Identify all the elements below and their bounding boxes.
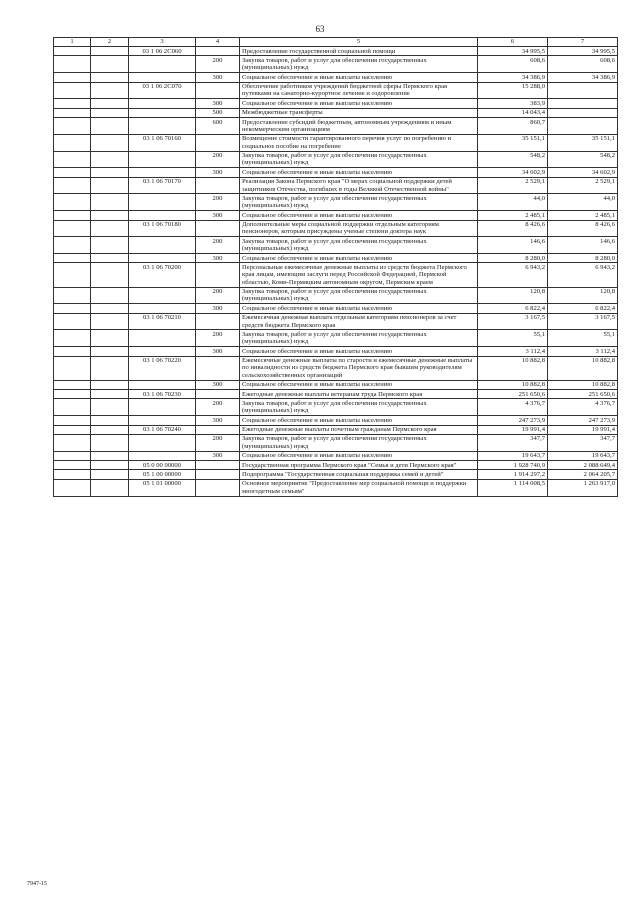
table-row <box>54 47 618 56</box>
column-number: 5 <box>240 38 478 47</box>
cell-amount-col6: 34 386,9 <box>478 73 548 82</box>
table-row <box>54 237 618 254</box>
cell-col1 <box>54 416 91 425</box>
cell-amount-col7: 247 273,9 <box>548 416 618 425</box>
cell-target-code: 03 1 06 2С070 <box>129 82 196 99</box>
cell-col1 <box>54 434 91 451</box>
cell-amount-col7: 120,8 <box>548 287 618 304</box>
cell-amount-col7: 3 167,5 <box>548 313 618 330</box>
cell-col2 <box>91 347 129 356</box>
cell-description: Социальное обеспечение и иные выплаты населению <box>240 416 478 425</box>
cell-target-code <box>129 237 196 254</box>
table-row <box>54 108 618 117</box>
cell-target-code <box>129 330 196 347</box>
cell-target-code <box>129 434 196 451</box>
cell-amount-col6: 347,7 <box>478 434 548 451</box>
table-row <box>54 356 618 380</box>
cell-col1 <box>54 108 91 117</box>
cell-expense-type <box>196 479 240 496</box>
cell-col1 <box>54 73 91 82</box>
cell-amount-col6: 34 995,5 <box>478 47 548 56</box>
cell-expense-type <box>196 177 240 194</box>
table-row <box>54 479 618 496</box>
cell-expense-type: 300 <box>196 168 240 177</box>
cell-col1 <box>54 356 91 380</box>
cell-col1 <box>54 263 91 287</box>
cell-amount-col6: 3 112,4 <box>478 347 548 356</box>
cell-expense-type: 300 <box>196 380 240 389</box>
cell-amount-col7: 34 995,5 <box>548 47 618 56</box>
table-row <box>54 82 618 99</box>
cell-col1 <box>54 287 91 304</box>
cell-col1 <box>54 56 91 73</box>
cell-amount-col6: 44,0 <box>478 194 548 211</box>
cell-col2 <box>91 479 129 496</box>
cell-amount-col6: 19 643,7 <box>478 451 548 460</box>
cell-target-code <box>129 416 196 425</box>
cell-col2 <box>91 194 129 211</box>
cell-amount-col6: 6 943,2 <box>478 263 548 287</box>
cell-amount-col7: 251 650,6 <box>548 390 618 399</box>
cell-amount-col7: 19 643,7 <box>548 451 618 460</box>
cell-amount-col7 <box>548 108 618 117</box>
cell-expense-type: 300 <box>196 99 240 108</box>
cell-target-code: 03 1 06 70200 <box>129 263 196 287</box>
cell-description: Социальное обеспечение и иные выплаты населению <box>240 73 478 82</box>
cell-amount-col6: 146,6 <box>478 237 548 254</box>
cell-col2 <box>91 425 129 434</box>
cell-col1 <box>54 99 91 108</box>
cell-col2 <box>91 390 129 399</box>
cell-description: Предоставление субсидий бюджетным, автономным учреждениям и иным некоммерческим организациям <box>240 118 478 135</box>
column-number-row <box>54 38 618 47</box>
budget-table <box>53 37 618 497</box>
cell-col1 <box>54 461 91 470</box>
cell-expense-type: 200 <box>196 287 240 304</box>
cell-description: Социальное обеспечение и иные выплаты населению <box>240 168 478 177</box>
cell-amount-col7: 2 064 205,7 <box>548 470 618 479</box>
table-row <box>54 220 618 237</box>
cell-description: Персональные ежемесячные денежные выплаты из средств бюджета Пермского края лицам, имеющим заслуги перед Российской Федерацией, Пермской областью, Коми-Пермяцким автономным округом, Пермским краем <box>240 263 478 287</box>
cell-description: Социальное обеспечение и иные выплаты населению <box>240 451 478 460</box>
cell-amount-col7: 608,6 <box>548 56 618 73</box>
column-number: 2 <box>91 38 129 47</box>
table-row <box>54 151 618 168</box>
cell-col2 <box>91 461 129 470</box>
cell-amount-col6: 608,6 <box>478 56 548 73</box>
cell-target-code <box>129 380 196 389</box>
cell-description: Основное мероприятие "Предоставление мер социальной помощи и поддержки многодетным семьям" <box>240 479 478 496</box>
column-number: 7 <box>548 38 618 47</box>
cell-expense-type <box>196 461 240 470</box>
cell-amount-col6: 19 991,4 <box>478 425 548 434</box>
cell-description: Социальное обеспечение и иные выплаты населению <box>240 254 478 263</box>
table-row <box>54 168 618 177</box>
cell-amount-col7: 2 485,1 <box>548 211 618 220</box>
cell-expense-type <box>196 82 240 99</box>
cell-amount-col6: 1 928 740,9 <box>478 461 548 470</box>
cell-description: Закупка товаров, работ и услуг для обеспечения государственных (муниципальных) нужд <box>240 434 478 451</box>
cell-col1 <box>54 451 91 460</box>
table-row <box>54 194 618 211</box>
cell-amount-col7: 4 376,7 <box>548 399 618 416</box>
table-row <box>54 56 618 73</box>
cell-amount-col6: 2 529,1 <box>478 177 548 194</box>
table-row <box>54 263 618 287</box>
cell-col1 <box>54 304 91 313</box>
cell-col2 <box>91 151 129 168</box>
table-row <box>54 313 618 330</box>
column-number: 4 <box>196 38 240 47</box>
cell-col2 <box>91 82 129 99</box>
cell-description: Социальное обеспечение и иные выплаты населению <box>240 304 478 313</box>
cell-amount-col6: 15 288,0 <box>478 82 548 99</box>
table-row <box>54 177 618 194</box>
cell-col2 <box>91 73 129 82</box>
cell-col1 <box>54 399 91 416</box>
cell-target-code: 03 1 06 70240 <box>129 425 196 434</box>
cell-target-code: 03 1 06 70220 <box>129 356 196 380</box>
cell-amount-col7: 548,2 <box>548 151 618 168</box>
cell-expense-type: 200 <box>196 399 240 416</box>
cell-expense-type <box>196 390 240 399</box>
cell-col2 <box>91 56 129 73</box>
table-row <box>54 287 618 304</box>
cell-description: Ежегодные денежные выплаты почетным гражданам Пермского края <box>240 425 478 434</box>
cell-col2 <box>91 470 129 479</box>
cell-description: Закупка товаров, работ и услуг для обеспечения государственных (муниципальных) нужд <box>240 287 478 304</box>
cell-expense-type: 300 <box>196 304 240 313</box>
cell-amount-col6: 10 882,8 <box>478 356 548 380</box>
cell-expense-type: 200 <box>196 56 240 73</box>
cell-description: Социальное обеспечение и иные выплаты населению <box>240 211 478 220</box>
cell-col1 <box>54 118 91 135</box>
cell-col1 <box>54 237 91 254</box>
cell-target-code: 03 1 06 70180 <box>129 220 196 237</box>
cell-target-code <box>129 211 196 220</box>
table-row <box>54 390 618 399</box>
cell-col2 <box>91 237 129 254</box>
cell-amount-col7: 10 882,8 <box>548 356 618 380</box>
cell-amount-col7: 34 602,9 <box>548 168 618 177</box>
cell-amount-col6: 55,1 <box>478 330 548 347</box>
cell-expense-type <box>196 470 240 479</box>
cell-col1 <box>54 211 91 220</box>
column-number: 3 <box>129 38 196 47</box>
table-row <box>54 347 618 356</box>
cell-description: Закупка товаров, работ и услуг для обеспечения государственных (муниципальных) нужд <box>240 56 478 73</box>
cell-amount-col6: 1 914 297,2 <box>478 470 548 479</box>
cell-col1 <box>54 390 91 399</box>
cell-target-code <box>129 99 196 108</box>
cell-amount-col7: 146,6 <box>548 237 618 254</box>
cell-col1 <box>54 330 91 347</box>
cell-expense-type <box>196 356 240 380</box>
cell-expense-type: 500 <box>196 108 240 117</box>
cell-col2 <box>91 134 129 151</box>
cell-target-code <box>129 151 196 168</box>
cell-col2 <box>91 211 129 220</box>
cell-description: Обеспечение работников учреждений бюджетной сферы Пермского края путевками на санаторно-курортное лечение и оздоровление <box>240 82 478 99</box>
cell-amount-col6: 10 882,8 <box>478 380 548 389</box>
cell-expense-type <box>196 425 240 434</box>
cell-amount-col7: 10 882,8 <box>548 380 618 389</box>
cell-col1 <box>54 194 91 211</box>
cell-target-code: 05 1 01 00000 <box>129 479 196 496</box>
cell-col2 <box>91 118 129 135</box>
cell-target-code <box>129 73 196 82</box>
cell-target-code: 03 1 06 70210 <box>129 313 196 330</box>
table-row <box>54 254 618 263</box>
table-row <box>54 434 618 451</box>
cell-target-code: 03 1 06 70170 <box>129 177 196 194</box>
table-row <box>54 99 618 108</box>
cell-amount-col7: 2 529,1 <box>548 177 618 194</box>
cell-amount-col6: 251 650,6 <box>478 390 548 399</box>
cell-description: Дополнительные меры социальной поддержки отдельным категориям пенсионеров, которым присуждены ученые степени доктора наук <box>240 220 478 237</box>
cell-col2 <box>91 220 129 237</box>
cell-amount-col6: 3 167,5 <box>478 313 548 330</box>
cell-description: Социальное обеспечение и иные выплаты населению <box>240 99 478 108</box>
cell-amount-col7: 3 112,4 <box>548 347 618 356</box>
cell-amount-col7: 19 991,4 <box>548 425 618 434</box>
cell-amount-col7: 35 151,1 <box>548 134 618 151</box>
cell-expense-type: 300 <box>196 451 240 460</box>
table-row <box>54 118 618 135</box>
cell-amount-col6: 1 114 008,5 <box>478 479 548 496</box>
cell-amount-col6: 6 822,4 <box>478 304 548 313</box>
cell-expense-type: 200 <box>196 151 240 168</box>
table-body <box>54 47 618 497</box>
cell-target-code <box>129 194 196 211</box>
cell-target-code: 03 1 06 2С060 <box>129 47 196 56</box>
cell-col2 <box>91 99 129 108</box>
cell-expense-type <box>196 134 240 151</box>
footer-code: 7947-15 <box>27 881 47 887</box>
cell-amount-col6: 860,7 <box>478 118 548 135</box>
cell-amount-col6: 247 273,9 <box>478 416 548 425</box>
cell-col1 <box>54 151 91 168</box>
cell-expense-type: 600 <box>196 118 240 135</box>
cell-description: Закупка товаров, работ и услуг для обеспечения государственных (муниципальных) нужд <box>240 330 478 347</box>
cell-target-code <box>129 108 196 117</box>
cell-col2 <box>91 356 129 380</box>
cell-col2 <box>91 416 129 425</box>
cell-col1 <box>54 347 91 356</box>
cell-target-code: 03 1 06 70230 <box>129 390 196 399</box>
table-row <box>54 304 618 313</box>
cell-col1 <box>54 47 91 56</box>
table-row <box>54 211 618 220</box>
cell-target-code <box>129 254 196 263</box>
cell-description: Государственная программа Пермского края "Семья и дети Пермского края" <box>240 461 478 470</box>
cell-col2 <box>91 47 129 56</box>
cell-amount-col6: 383,9 <box>478 99 548 108</box>
cell-amount-col6: 14 043,4 <box>478 108 548 117</box>
cell-col2 <box>91 380 129 389</box>
cell-amount-col6: 34 602,9 <box>478 168 548 177</box>
cell-col2 <box>91 313 129 330</box>
cell-description: Закупка товаров, работ и услуг для обеспечения государственных (муниципальных) нужд <box>240 194 478 211</box>
cell-target-code <box>129 399 196 416</box>
cell-expense-type <box>196 313 240 330</box>
cell-description: Социальное обеспечение и иные выплаты населению <box>240 380 478 389</box>
cell-amount-col7 <box>548 82 618 99</box>
cell-col1 <box>54 134 91 151</box>
cell-amount-col7: 34 386,9 <box>548 73 618 82</box>
cell-amount-col7: 6 943,2 <box>548 263 618 287</box>
cell-col2 <box>91 330 129 347</box>
cell-target-code <box>129 304 196 313</box>
cell-col1 <box>54 220 91 237</box>
table-row <box>54 73 618 82</box>
cell-amount-col6: 120,8 <box>478 287 548 304</box>
column-number: 6 <box>478 38 548 47</box>
cell-col1 <box>54 313 91 330</box>
cell-target-code: 03 1 06 70160 <box>129 134 196 151</box>
cell-amount-col7 <box>548 99 618 108</box>
cell-target-code <box>129 347 196 356</box>
cell-target-code <box>129 118 196 135</box>
cell-amount-col7: 347,7 <box>548 434 618 451</box>
cell-amount-col7: 55,1 <box>548 330 618 347</box>
cell-amount-col6: 548,2 <box>478 151 548 168</box>
page-number: 63 <box>315 24 325 34</box>
cell-amount-col6: 2 485,1 <box>478 211 548 220</box>
cell-col2 <box>91 399 129 416</box>
cell-description: Закупка товаров, работ и услуг для обеспечения государственных (муниципальных) нужд <box>240 399 478 416</box>
table-row <box>54 399 618 416</box>
cell-col1 <box>54 479 91 496</box>
cell-col1 <box>54 254 91 263</box>
cell-col1 <box>54 470 91 479</box>
cell-expense-type: 300 <box>196 416 240 425</box>
cell-amount-col6: 8 426,6 <box>478 220 548 237</box>
cell-col2 <box>91 263 129 287</box>
cell-amount-col6: 4 376,7 <box>478 399 548 416</box>
cell-col2 <box>91 108 129 117</box>
cell-expense-type: 300 <box>196 254 240 263</box>
cell-amount-col7: 8 426,6 <box>548 220 618 237</box>
cell-amount-col7: 44,0 <box>548 194 618 211</box>
cell-description: Подпрограмма "Государственная социальная поддержка семей и детей" <box>240 470 478 479</box>
cell-description: Закупка товаров, работ и услуг для обеспечения государственных (муниципальных) нужд <box>240 237 478 254</box>
cell-amount-col7 <box>548 118 618 135</box>
cell-col2 <box>91 177 129 194</box>
table-row <box>54 425 618 434</box>
cell-col2 <box>91 304 129 313</box>
cell-target-code <box>129 168 196 177</box>
cell-description: Предоставление государственной социальной помощи <box>240 47 478 56</box>
cell-col1 <box>54 380 91 389</box>
cell-description: Возмещение стоимости гарантированного перечня услуг по погребению и социальное пособие на погребение <box>240 134 478 151</box>
table-row <box>54 416 618 425</box>
cell-amount-col7: 1 263 917,0 <box>548 479 618 496</box>
cell-col2 <box>91 434 129 451</box>
cell-amount-col7: 2 088 649,4 <box>548 461 618 470</box>
cell-description: Межбюджетные трансферты <box>240 108 478 117</box>
cell-target-code: 05 1 00 00000 <box>129 470 196 479</box>
cell-description: Ежемесячная денежная выплата отдельным категориям пенсионеров за счет средств бюджета Пермского края <box>240 313 478 330</box>
cell-col1 <box>54 177 91 194</box>
table-row <box>54 134 618 151</box>
cell-amount-col7: 8 280,0 <box>548 254 618 263</box>
column-number: 1 <box>54 38 91 47</box>
table-row <box>54 461 618 470</box>
cell-expense-type: 200 <box>196 330 240 347</box>
cell-col2 <box>91 287 129 304</box>
cell-target-code <box>129 451 196 460</box>
cell-description: Ежегодные денежные выплаты ветеранам труда Пермского края <box>240 390 478 399</box>
cell-col1 <box>54 168 91 177</box>
cell-description: Реализация Закона Пермского края "О мерах социальной поддержки детей защитников Отечества, погибших в годы Великой Отечественной войны" <box>240 177 478 194</box>
cell-expense-type: 300 <box>196 73 240 82</box>
cell-target-code <box>129 56 196 73</box>
cell-expense-type <box>196 263 240 287</box>
cell-col1 <box>54 425 91 434</box>
cell-expense-type: 200 <box>196 194 240 211</box>
cell-target-code: 05 0 00 00000 <box>129 461 196 470</box>
cell-col2 <box>91 168 129 177</box>
cell-description: Социальное обеспечение и иные выплаты населению <box>240 347 478 356</box>
cell-col2 <box>91 254 129 263</box>
cell-description: Закупка товаров, работ и услуг для обеспечения государственных (муниципальных) нужд <box>240 151 478 168</box>
cell-description: Ежемесячные денежные выплаты по старости и ежемесячные денежные выплаты по инвалидности из средств бюджета Пермского края бывшим руководителям сельскохозяйственных организаций <box>240 356 478 380</box>
cell-expense-type: 300 <box>196 211 240 220</box>
table-row <box>54 451 618 460</box>
cell-amount-col7: 6 822,4 <box>548 304 618 313</box>
table-row <box>54 330 618 347</box>
cell-target-code <box>129 287 196 304</box>
cell-expense-type <box>196 220 240 237</box>
table-row <box>54 470 618 479</box>
cell-col1 <box>54 82 91 99</box>
cell-amount-col6: 35 151,1 <box>478 134 548 151</box>
cell-expense-type: 200 <box>196 434 240 451</box>
table-row <box>54 380 618 389</box>
cell-col2 <box>91 451 129 460</box>
cell-expense-type: 200 <box>196 237 240 254</box>
cell-expense-type: 300 <box>196 347 240 356</box>
cell-amount-col6: 8 280,0 <box>478 254 548 263</box>
cell-expense-type <box>196 47 240 56</box>
